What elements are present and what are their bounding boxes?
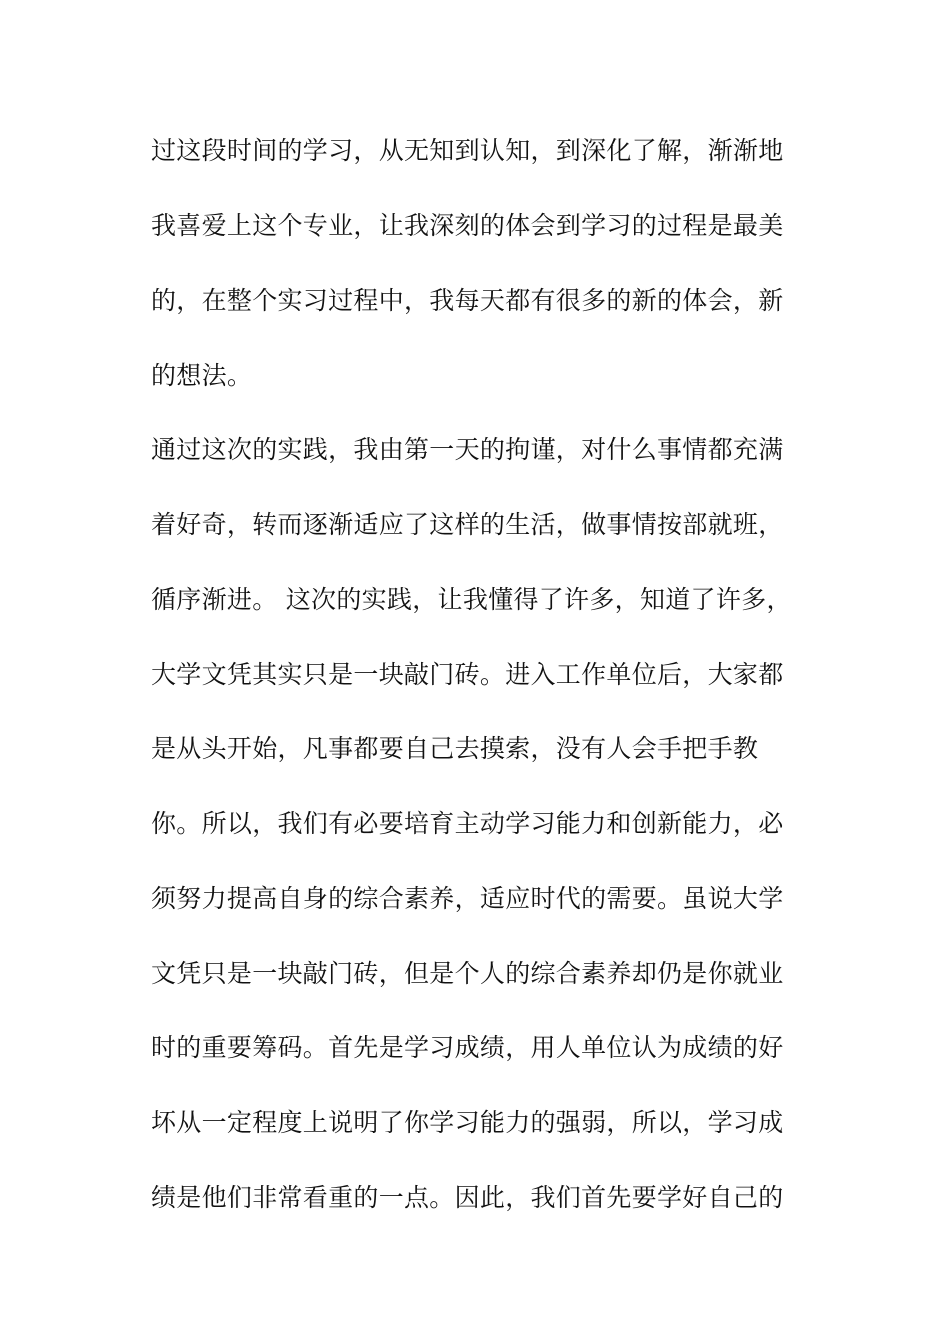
- text-line: 绩是他们非常看重的一点。因此，我们首先要学好自己的: [151, 1183, 784, 1212]
- text-line: 须努力提高自身的综合素养，适应时代的需要。虽说大学: [151, 884, 784, 913]
- text-line: 过这段时间的学习，从无知到认知，到深化了解，渐渐地: [151, 136, 784, 165]
- text-line: 是从头开始，凡事都要自己去摸索，没有人会手把手教: [151, 734, 759, 763]
- text-line: 大学文凭其实只是一块敲门砖。进入工作单位后，大家都: [151, 660, 784, 689]
- text-line: 文凭只是一块敲门砖，但是个人的综合素养却仍是你就业: [151, 959, 784, 988]
- text-line: 时的重要筹码。首先是学习成绩，用人单位认为成绩的好: [151, 1033, 784, 1062]
- text-line: 循序渐进。 这次的实践，让我懂得了许多，知道了许多，: [151, 585, 792, 614]
- text-line: 通过这次的实践，我由第一天的拘谨，对什么事情都充满: [151, 435, 784, 464]
- text-line: 我喜爱上这个专业，让我深刻的体会到学习的过程是最美: [151, 211, 784, 240]
- text-line: 的，在整个实习过程中，我每天都有很多的新的体会，新: [151, 286, 784, 315]
- text-line: 坏从一定程度上说明了你学习能力的强弱，所以，学习成: [151, 1108, 784, 1137]
- text-line: 的想法。: [151, 361, 253, 390]
- text-line: 着好奇，转而逐渐适应了这样的生活，做事情按部就班，: [151, 510, 784, 539]
- text-line: 你。所以，我们有必要培育主动学习能力和创新能力，必: [151, 809, 784, 838]
